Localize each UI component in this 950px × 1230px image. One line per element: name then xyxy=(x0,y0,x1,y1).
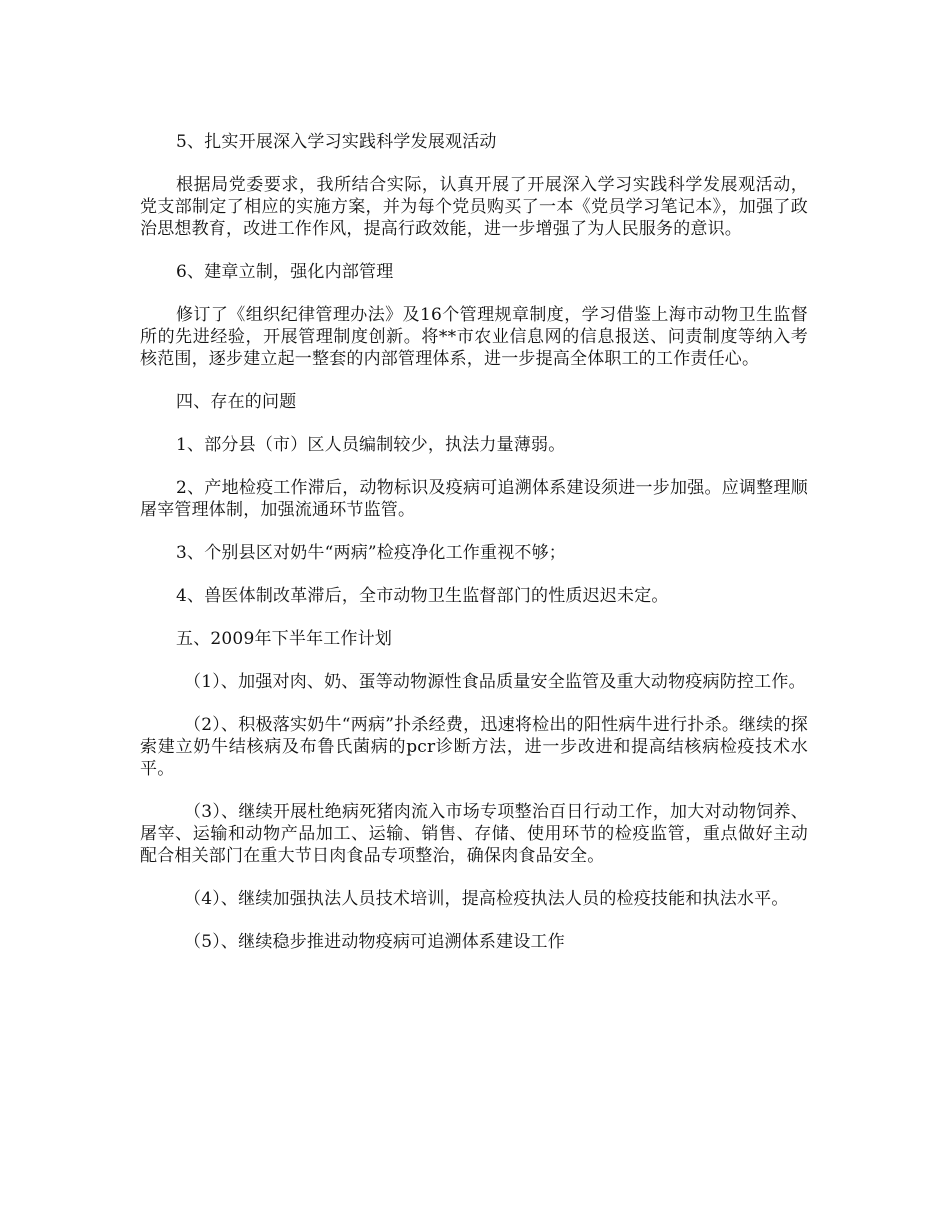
problem-item-1: 1、部分县（市）区人员编制较少，执法力量薄弱。 xyxy=(176,435,566,455)
plan-item-1: （1）、加强对肉、奶、蛋等动物源性食品质量安全监管及重大动物疫病防控工作。 xyxy=(184,672,806,692)
plan-item-4: （4）、继续加强执法人员技术培训，提高检疫执法人员的检疫技能和执法水平。 xyxy=(184,889,789,909)
paragraph-internal-management: 修订了《组织纪律管理办法》及16个管理规章制度，学习借鉴上海市动物卫生监督所的先进经验，开展管理制度创新。将**市农业信息网的信息报送、问责制度等纳入考核范围，逐步建立起一整套的内部管理体系，进一步提高全体职工的工作责任心。 xyxy=(140,305,808,369)
plan-item-3: （3）、继续开展杜绝病死猪肉流入市场专项整治百日行动工作，加大对动物饲养、屠宰、运输和动物产品加工、运输、销售、存储、使用环节的检疫监管，重点做好主动配合相关部门在重大节日肉食品专项整治，确保肉食品安全。 xyxy=(140,802,808,866)
document-body xyxy=(140,131,808,974)
section-heading-plan: 五、2009年下半年工作计划 xyxy=(176,629,393,649)
paragraph-study-activity: 根据局党委要求，我所结合实际，认真开展了开展深入学习实践科学发展观活动，党支部制定了相应的实施方案，并为每个党员购买了一本《党员学习笔记本》，加强了政治思想教育，改进工作作风，提高行政效能，进一步增强了为人民服务的意识。 xyxy=(140,175,808,239)
section-heading-5: 5、扎实开展深入学习实践科学发展观活动 xyxy=(176,132,497,152)
section-heading-problems: 四、存在的问题 xyxy=(176,392,297,412)
plan-item-5: （5）、继续稳步推进动物疫病可追溯体系建设工作 xyxy=(184,932,565,952)
problem-item-3: 3、个别县区对奶牛“两病”检疫净化工作重视不够； xyxy=(176,543,566,563)
section-heading-6: 6、建章立制，强化内部管理 xyxy=(176,262,394,282)
plan-item-2: （2）、积极落实奶牛“两病”扑杀经费，迅速将检出的阳性病牛进行扑杀。继续的探索建立奶牛结核病及布鲁氏菌病的pcr诊断方法，进一步改进和提高结核病检疫技术水平。 xyxy=(140,715,808,779)
problem-item-2: 2、产地检疫工作滞后，动物标识及疫病可追溯体系建设须进一步加强。应调整理顺屠宰管理体制，加强流通环节监管。 xyxy=(140,478,808,520)
problem-item-4: 4、兽医体制改革滞后，全市动物卫生监督部门的性质迟迟未定。 xyxy=(176,586,669,606)
